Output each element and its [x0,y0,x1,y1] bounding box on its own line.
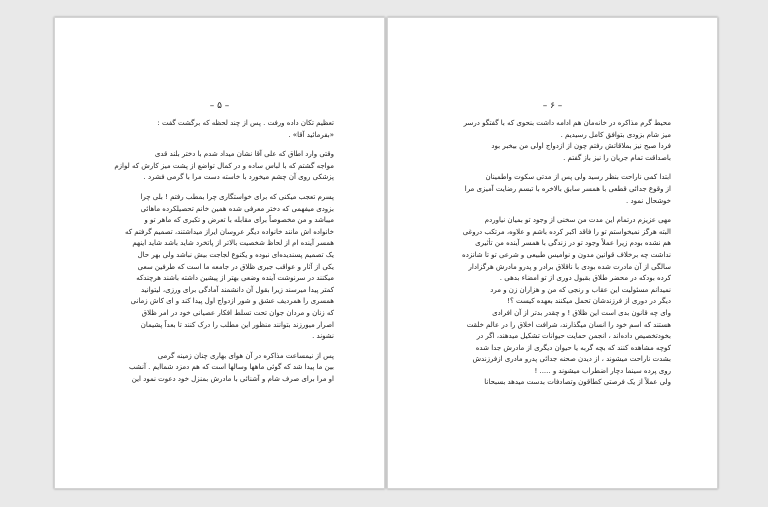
text-line: مهی عزیزم درتمام این مدت من سخنی از وجود تو بمیان نیاوردم [484,216,671,225]
text-line: خوشحال نمود . [626,196,671,205]
text-line: اصرار میورزند بتوانند منظور این مطلب را درک کنند تا بعداً پشیمان [140,320,334,329]
text-line: نداشت چه برخلاف قوانین مدون و نوامیس طبیعی و شرعی تو تا شانزده [462,250,671,259]
text-line: بزودی میفهمی که دختر معرفی شده همین خانم تحصیلکرده ماهائی [140,204,334,213]
text-line: نشوند . [312,332,334,341]
paragraph-gap [434,164,671,172]
text-line: پزشکی روی آن چشم میخورد با خاسته دست مرا با گرمی فشرد . [143,173,334,182]
text-line: بخودتخصیص داده‌اند ، انجمن حمایت حیوانات تشکیل میدهند، اگر در [476,332,671,341]
text-line: کمتر پیدا میرسند زیرا بقول آن دانشمند آمادگی برای ورزی، لیتوانید [140,285,334,294]
page-text [103,118,334,385]
text-line: مواجه گشتم که با لباس ساده و در کمال تواضع از پشت میز کارش که لوازم [114,161,334,170]
page-number: – ۶ – [542,101,563,111]
page-number: – ۵ – [209,101,230,111]
text-line: همسری را همردیف عشق و شور ازدواج اول پیدا کند و ای کاش زمانی [130,297,334,306]
text-line: میز شام بزودی بتوافق کامل رسیدیم . [560,130,671,139]
text-line: محیط گرم مذاکره در خانه‌مان هم ادامه داشت بنحوی که با گفتگو درسر [463,119,671,127]
text-line: تعظیم تکان داده ورفت . پس از چند لحظه که برگشت گفت : [157,119,334,127]
text-line: هم نشده بودم زیرا عملاً وجود تو در زندگی با همسر آینده من تأثیری [475,239,671,248]
paragraph-gap [103,141,334,149]
text-line: ولی عملاً از یک فرصتی کطاقون وتصادفات بدست میدهد بسبحانا [484,378,671,387]
text-line: از وقوع جدائی قطعی با همسر سابق بالاخره با تبسم رضایت آمیزی مرا [464,184,671,193]
text-line: میکنند در سرنوشت آینده وضعی بهتر از پیشین داشته باشند هرچندکه [136,274,334,283]
text-line: البته هرگز نمیخواستم تو را فاقد اکبر کرده باشم و علاوه، مرتکب دروغی [462,227,671,236]
text-line: روی پرده سینما دچار اضطراب میشوند و ..... ! [534,366,671,375]
paragraph-gap [434,207,671,215]
text-line: همسر آینده ام از لحاظ شخصیت بالاتر از پاتخرد شاید باشد شاید اینهم [132,239,334,248]
text-line: که زنان و مردان جوان تحت تسلط افکار عصیانی خود در امر ظلاق [141,308,334,317]
text-line: کوچه مشاهده کنند که بچه گربه یا حیوان دیگری از مادرش جدا شده [475,343,671,352]
text-line: پس از نیمساعت مذاکره در آن هوای بهاری چنان زمینه گرمی [157,351,334,360]
paragraph-gap [103,343,334,351]
text-line: فردا صبح نیز بملاقاتش رفتم چون از ازدواج اولی من بیخبر بود [491,142,671,151]
text-line: یکی از آثار و عواقب جبری ظلاق در جامعه ما است که طرفین سعی [137,262,334,271]
text-line: دیگر در دوری از فرزندشان تحمل میکنند بعهده کیست ؟! [507,297,671,306]
text-line: هستند که اسم خود را انسان میگذارند، شرافت اخلاق را در عالم خلقت [466,320,671,329]
text-line: نمیدانم مسئولیت این عقاب و رنجی که من و هزاران زن و مرد [490,285,671,294]
text-line: «بفرمائید آقا» . [288,130,334,139]
text-line: ابتدا کمی ناراحت بنظر رسید ولی پس از مدتی سکوت واطمینان [485,173,671,182]
text-line: سالگی از آن مادرت شده بودی با ناقلاق برادر و پدرو مادرش هرگزادار [468,262,671,271]
text-line: کرده بودکه در محضر طلاق بقبول دوری از تو امضاء بدهی . [499,274,671,283]
text-line: وقتی وارد اطاق که علی آقا نشان میداد شدم با دختر بلند قدی [154,150,334,159]
paragraph-gap [103,184,334,192]
text-line: بین ما پیدا شد که گوئی ماهها وسالها است که هم دمزد شماایم . آنشب [128,363,334,372]
text-line: باصداقت تمام جریان را نیز باز گفتم . [563,153,671,162]
text-line: بشدت ناراحت میشوند ، از دیدن صحنه جدائی پدرو مادری ازفرزندش [472,355,671,364]
text-line: او مرا برای صرف شام و آشنائی با مادرش بمنزل خود دعوت نمود این [131,374,334,383]
left-page [54,17,385,489]
text-line: پسرم تعجب میکنی که برای خواستگاری چرا بمطب رفتم ! بلی چرا [140,192,334,201]
right-page [387,17,718,489]
text-line: وای چه قانون بدی است این ظلاق ! و چقدر بدتر از آن افرادی [492,308,671,317]
text-line: یک تصمیم پسندیده‌ای نبوده و یکنوع لجاجت بیش نباشد ولی بهر حال [137,250,334,259]
text-line: خانواده اش مانند خانواده دیگر عروسان ایراز میداشتند، تصمیم گرفتم که [124,227,334,236]
text-line: میباشد و من مخصوصاً برای مقابله با تعرض و تکبری که ماهر تو و [144,216,334,225]
page-text [434,118,671,389]
